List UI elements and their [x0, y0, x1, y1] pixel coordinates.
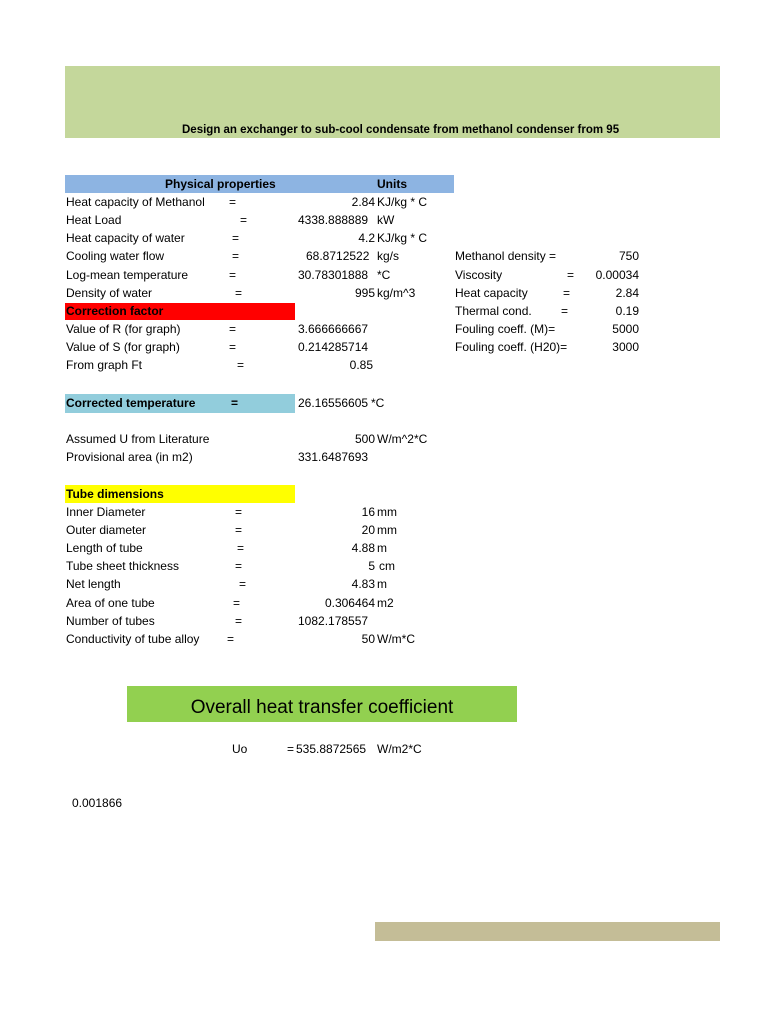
- value: 1082.178557: [298, 614, 369, 628]
- label: Methanol density =: [455, 249, 557, 263]
- label: Fouling coeff. (H20)=: [455, 340, 568, 354]
- label: Value of R (for graph): [66, 322, 181, 336]
- value: 16: [361, 505, 375, 519]
- value: 3000: [612, 340, 639, 354]
- unit: kg/m^3: [377, 286, 416, 300]
- unit: KJ/kg * C: [377, 195, 428, 209]
- label: Log-mean temperature: [66, 268, 189, 282]
- label: Viscosity: [455, 268, 503, 282]
- label: Length of tube: [66, 541, 143, 555]
- label: Heat capacity of water: [66, 231, 185, 245]
- label: Corrected temperature: [66, 396, 196, 410]
- label: Outer diameter: [66, 523, 147, 537]
- value: 500: [354, 432, 375, 446]
- equals: =: [233, 596, 241, 610]
- value: 0.306464: [324, 596, 375, 610]
- unit: W/m^2*C: [377, 432, 428, 446]
- value: 5000: [612, 322, 639, 336]
- value: 4.2: [358, 231, 375, 245]
- value: 4338.888889: [298, 213, 369, 227]
- equals: =: [563, 286, 571, 300]
- tube-dimensions-heading: Tube dimensions: [66, 487, 164, 501]
- unit: m: [377, 577, 387, 591]
- label: Cooling water flow: [66, 249, 165, 263]
- col-header-physical: Physical properties: [165, 177, 276, 191]
- value: 30.78301888: [298, 268, 369, 282]
- label: Heat capacity: [455, 286, 528, 300]
- unit: *C: [371, 396, 385, 410]
- unit: mm: [377, 523, 397, 537]
- equals: =: [235, 523, 243, 537]
- equals: =: [561, 304, 569, 318]
- label: Number of tubes: [66, 614, 155, 628]
- equals: =: [240, 213, 248, 227]
- value: 2.84: [351, 195, 375, 209]
- equals: =: [229, 340, 237, 354]
- label: Area of one tube: [66, 596, 155, 610]
- col-header-units: Units: [377, 177, 407, 191]
- uo-value: 535.8872565: [296, 742, 367, 756]
- equals: =: [237, 358, 245, 372]
- label: Conductivity of tube alloy: [66, 632, 200, 646]
- equals: =: [227, 632, 235, 646]
- value: 3.666666667: [298, 322, 369, 336]
- equals: =: [232, 231, 240, 245]
- label: Heat capacity of Methanol: [66, 195, 205, 209]
- equals: =: [237, 541, 245, 555]
- correction-factor-heading: Correction factor: [66, 304, 164, 318]
- equals: =: [235, 559, 243, 573]
- value: 0.214285714: [298, 340, 369, 354]
- value: 4.88: [351, 541, 375, 555]
- unit: kg/s: [377, 249, 400, 263]
- label: Heat Load: [66, 213, 122, 227]
- value: 331.6487693: [298, 450, 369, 464]
- label: Inner Diameter: [66, 505, 146, 519]
- unit: m: [377, 541, 387, 555]
- value: 2.84: [615, 286, 639, 300]
- value: 68.8712522: [306, 249, 370, 263]
- value: 0.85: [349, 358, 373, 372]
- label: Density of water: [66, 286, 153, 300]
- uo-label: Uo: [232, 742, 248, 756]
- label: Provisional area (in m2): [66, 450, 193, 464]
- equals: =: [232, 249, 240, 263]
- unit: mm: [377, 505, 397, 519]
- equals: =: [235, 286, 243, 300]
- unit: KJ/kg * C: [377, 231, 428, 245]
- equals: =: [229, 195, 237, 209]
- value: 0.19: [615, 304, 639, 318]
- label: Assumed U from Literature: [66, 432, 210, 446]
- page-title: Design an exchanger to sub-cool condensate from methanol condenser from 95: [182, 124, 620, 136]
- value: 5: [368, 559, 375, 573]
- footer-value: 0.001866: [72, 796, 123, 810]
- equals: =: [235, 505, 243, 519]
- equals: =: [231, 396, 239, 410]
- value: 20: [361, 523, 375, 537]
- equals: =: [229, 268, 237, 282]
- equals: =: [567, 268, 575, 282]
- unit: cm: [379, 559, 395, 573]
- uo-equals: =: [287, 742, 295, 756]
- value: 4.83: [351, 577, 375, 591]
- value: 750: [618, 249, 639, 263]
- value: 995: [354, 286, 375, 300]
- label: From graph Ft: [66, 358, 143, 372]
- overall-heading: Overall heat transfer coefficient: [190, 697, 454, 718]
- label: Net length: [66, 577, 121, 591]
- label: Thermal cond.: [455, 304, 532, 318]
- value: 0.00034: [595, 268, 639, 282]
- value: 26.16556605: [298, 396, 369, 410]
- uo-unit: W/m2*C: [377, 742, 422, 756]
- footer-bar: [375, 922, 720, 941]
- equals: =: [239, 577, 247, 591]
- label: Fouling coeff. (M)=: [455, 322, 556, 336]
- unit: W/m*C: [377, 632, 415, 646]
- unit: *C: [377, 268, 391, 282]
- unit: m2: [377, 596, 394, 610]
- equals: =: [229, 322, 237, 336]
- equals: =: [235, 614, 243, 628]
- unit: kW: [377, 213, 395, 227]
- label: Tube sheet thickness: [66, 559, 179, 573]
- label: Value of S (for graph): [66, 340, 180, 354]
- value: 50: [361, 632, 375, 646]
